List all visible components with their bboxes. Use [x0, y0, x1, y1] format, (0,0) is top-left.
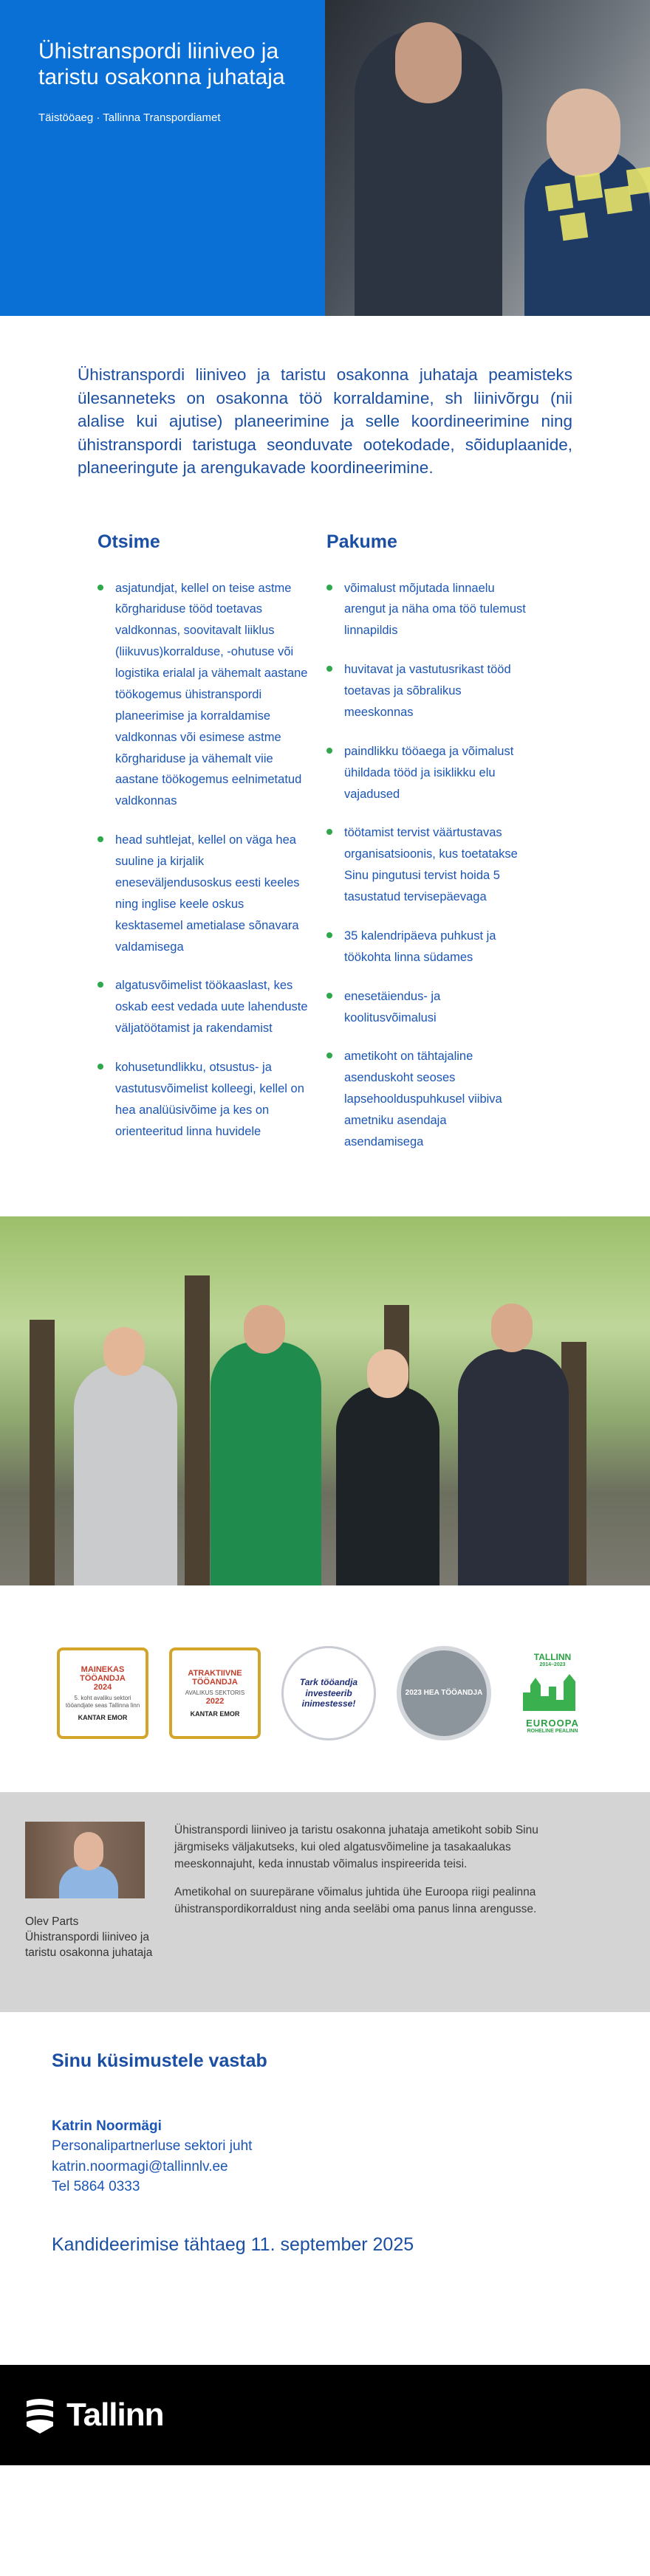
manager-name: Olev Parts	[25, 1915, 79, 1928]
hero-panel	[0, 0, 325, 316]
award-tark-toeandja-badge: Tark tööandja investeerib inimestesse!	[281, 1646, 376, 1740]
contact-email-link[interactable]: katrin.noormagi@tallinnlv.ee	[52, 2158, 228, 2174]
list-item: head suhtlejat, kellel on väga hea suuline ja kirjalik eneseväljendusoskus eesti keeles ning inglise keele oskus kesktasemel ametialase sõnavara valdamisega	[98, 830, 312, 957]
contact-section	[0, 2012, 650, 2365]
offer-list	[326, 578, 555, 1153]
award-atraktiivne-toeandja-badge: ATRAKTIIVNE TÖÖANDJA AVALIKUS SEKTORIS 2022 KANTAR EMOR	[169, 1647, 261, 1739]
list-item: võimalust mõjutada linnaelu arengut ja näha oma töö tulemust linnapildis	[326, 578, 526, 642]
tallinn-logo-icon	[25, 2397, 55, 2434]
job-subtitle: Täistööaeg · Tallinna Transpordiamet	[38, 111, 221, 124]
manager-role: Ühistranspordi liiniveo ja taristu osakonna juhataja	[25, 1930, 153, 1959]
hero-photo	[325, 0, 650, 316]
expect-column	[98, 531, 326, 1171]
offer-column	[326, 531, 555, 1171]
tallinn-logo-text: Tallinn	[66, 2396, 164, 2433]
list-item: ametikoht on tähtajaline asenduskoht seoses lapsehoolduspuhkusel viibiva ametniku asendaja asendamisega	[326, 1046, 526, 1152]
offer-title: Pakume	[326, 531, 397, 552]
list-item: enesetäiendus- ja koolitusvõimalusi	[326, 986, 526, 1029]
hero-section	[0, 0, 650, 316]
quote-paragraph: Ühistranspordi liiniveo ja taristu osakonna juhataja ametikoht sobib Sinu järgmiseks väljakutseks, kui oled algatusvõimeline ja tasakaalukas meeskonnajuht, keda innustab võimalus inspireerida teisi.	[174, 1823, 538, 1871]
contact-phone[interactable]: Tel 5864 0333	[52, 2179, 140, 2195]
manager-photo	[25, 1822, 145, 1898]
job-title: Ühistranspordi liiniveo ja taristu osakonna juhataja	[38, 39, 285, 90]
list-item: paindlikku tööaega ja võimalust ühildada tööd ja isiklikku elu vajadused	[326, 741, 526, 805]
list-item: huvitavat ja vastutusrikast tööd toetavas ja sõbralikus meeskonnas	[326, 659, 526, 723]
manager-caption	[25, 1915, 173, 1961]
contact-role: Personalipartnerluse sektori juht	[52, 2138, 253, 2155]
contact-name: Katrin Noormägi	[52, 2118, 162, 2134]
award-hea-toeandja-badge: 2023 HEA TÖÖANDJA	[397, 1646, 491, 1740]
application-deadline: Kandideerimise tähtaeg 11. september 2025	[52, 2234, 414, 2255]
expect-title: Otsime	[98, 531, 160, 552]
quote-paragraph: Ametikohal on suurepärane võimalus juhtida ühe Euroopa riigi pealinna ühistranspordikorraldust ning anda seeläbi oma panus linna arengusse.	[174, 1885, 537, 1915]
contact-info	[52, 2116, 598, 2197]
list-item: töötamist tervist väärtustavas organisatsioonis, kus toetatakse Sinu pingutusi tervist hoida 5 tasustatud tervisepäevaga	[326, 822, 526, 908]
list-item: algatusvõimelist töökaaslast, kes oskab eest vedada uute lahenduste väljatöötamist ja rakendamist	[98, 975, 312, 1039]
list-item: 35 kalendripäeva puhkust ja töökohta linna südames	[326, 926, 526, 968]
requirements-and-offer	[0, 480, 650, 1171]
list-item: asjatundjat, kellel on teise astme kõrghariduse tööd toetavas valdkonnas, soovitavalt liiklus (liikuvus)korralduse, -ohutuse või logistika erialal ja vähemalt aastane töökogemus ühistranspordi planeerimise ja korraldamise valdkonnas või esimese astme kõrghariduse ja vähemalt viie aastane töökogemus eelnimetatud valdkonnas	[98, 578, 312, 813]
contact-title: Sinu küsimustele vastab	[52, 2050, 267, 2071]
award-green-capital-badge: TALLINN 2014–2023 EUROOPA ROHELINE PEALINN	[512, 1642, 593, 1745]
team-photo	[0, 1216, 650, 1585]
awards-row	[0, 1585, 650, 1792]
award-mainekas-toeandja-badge: MAINEKAS TÖÖANDJA 2024 5. koht avaliku sektori tööandjate seas Tallinna linn KANTAR EMOR	[57, 1647, 148, 1739]
footer	[0, 2365, 650, 2465]
manager-quote-section	[0, 1792, 650, 2012]
job-intro: Ühistranspordi liiniveo ja taristu osakonna juhataja peamisteks ülesanneteks on osakonna töö korraldamine, sh liinivõrgu (nii alalise kui ajutise) planeerimine ja selle koordineerimine ning ühistranspordi taristuga seonduvate ootekodade, sõiduplaanide, planeeringute ja arengukavade koordineerimine.	[78, 365, 572, 477]
list-item: kohusetundlikku, otsustus- ja vastutusvõimelist kolleegi, kellel on hea analüüsivõime ja kes on orienteeritud linna huvidele	[98, 1057, 312, 1143]
manager-quote	[174, 1822, 573, 1918]
expect-list	[98, 578, 326, 1143]
skyline-icon	[519, 1670, 586, 1715]
